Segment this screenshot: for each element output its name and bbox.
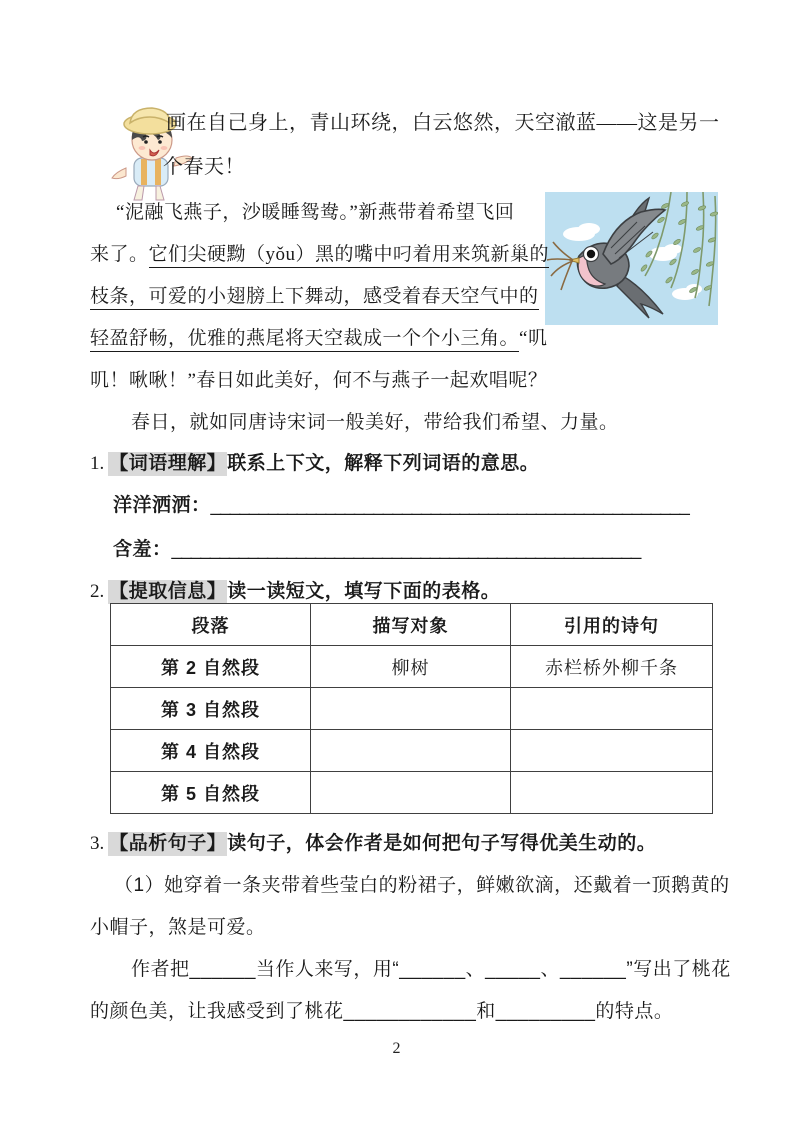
question-3-text: 读句子，体会作者是如何把句子写得优美生动的。 <box>227 833 657 854</box>
passage-para2-line3 <box>90 281 539 308</box>
q3-sub1-line2: 小帽子，煞是可爱。 <box>90 917 266 938</box>
cell-paragraph-5: 第 5 自然段 <box>111 772 311 814</box>
question-3-tag: 【品析句子】 <box>109 833 227 854</box>
para2-underlined-text: 轻盈舒畅，优雅的燕尾将天空裁成一个个小三角。 <box>90 328 519 352</box>
para2-underlined-text: 枝条，可爱的小翅膀上下舞动，感受着春天空气中的 <box>90 286 539 310</box>
question-2-number: 2. <box>90 581 105 602</box>
table-row <box>111 730 713 772</box>
question-2-text: 读一读短文，填写下面的表格。 <box>227 581 501 602</box>
cell-blank[interactable] <box>311 772 511 814</box>
table-row <box>111 772 713 814</box>
q3-sub1-line1: （1）她穿着一条夹带着些莹白的粉裙子，鲜嫩欲滴，还戴着一顶鹅黄的 <box>114 875 730 896</box>
passage-para2-line2 <box>90 239 549 266</box>
cell-paragraph-3: 第 3 自然段 <box>111 688 311 730</box>
q1-item-1-blank[interactable]: __________________________________________________ <box>210 495 689 516</box>
table-header-row <box>111 604 713 646</box>
q2-table <box>110 603 713 814</box>
passage-para2-line1: “泥融飞燕子，沙暖睡鸳鸯。”新燕带着希望飞回 <box>116 202 515 223</box>
question-1-text: 联系上下文，解释下列词语的意思。 <box>227 453 540 474</box>
q1-item-1-label: 洋洋洒洒： <box>113 495 211 516</box>
q1-item-1 <box>113 490 689 517</box>
q3-fill-line2[interactable]: 的颜色美，让我感受到了桃花____________和_________的特点。 <box>90 1001 674 1022</box>
cell-verse-willow: 赤栏桥外柳千条 <box>511 646 713 688</box>
para2-underlined-text: 它们尖硬黝（yǒu）黑的嘴中叼着用来筑新巢的 <box>149 244 550 268</box>
question-1-number: 1. <box>90 453 105 474</box>
cell-blank[interactable] <box>311 730 511 772</box>
cell-paragraph-4: 第 4 自然段 <box>111 730 311 772</box>
passage-para2-line4 <box>90 323 547 350</box>
cell-blank[interactable] <box>311 688 511 730</box>
para2-plain-text: 来了。 <box>90 244 149 265</box>
question-3-number: 3. <box>90 833 105 854</box>
q1-item-2-label: 含羞： <box>113 539 172 560</box>
table-row <box>111 646 713 688</box>
q3-fill-line1[interactable]: 作者把______当作人来写，用“______、_____、______”写出了桃花 <box>131 959 731 980</box>
cell-blank[interactable] <box>511 730 713 772</box>
passage-para1-line1: 画在自己身上，青山环绕，白云悠然，天空澈蓝——这是另一 <box>166 112 720 134</box>
para2-plain-text: “叽 <box>519 328 548 349</box>
question-3-stem <box>90 828 656 855</box>
page-number: 2 <box>392 1040 401 1057</box>
cell-subject-willow: 柳树 <box>311 646 511 688</box>
question-1-tag: 【词语理解】 <box>109 453 227 474</box>
q1-item-2 <box>113 534 640 561</box>
col-header-quoted-verse: 引用的诗句 <box>511 604 713 646</box>
cell-blank[interactable] <box>511 772 713 814</box>
passage-para3: 春日，就如同唐诗宋词一般美好，带给我们希望、力量。 <box>131 412 619 433</box>
q1-item-2-blank[interactable]: _________________________________________________ <box>171 539 641 560</box>
question-1-stem <box>90 448 539 475</box>
cell-blank[interactable] <box>511 688 713 730</box>
question-2-stem <box>90 576 500 603</box>
col-header-paragraph: 段落 <box>111 604 311 646</box>
passage-para2-line5: 叽！啾啾！”春日如此美好，何不与燕子一起欢唱呢？ <box>90 370 548 391</box>
col-header-subject: 描写对象 <box>311 604 511 646</box>
swallow-illustration <box>545 192 718 325</box>
cell-paragraph-2: 第 2 自然段 <box>111 646 311 688</box>
table-row <box>111 688 713 730</box>
passage-para1-line2: 个春天！ <box>163 156 245 178</box>
question-2-tag: 【提取信息】 <box>109 581 227 602</box>
